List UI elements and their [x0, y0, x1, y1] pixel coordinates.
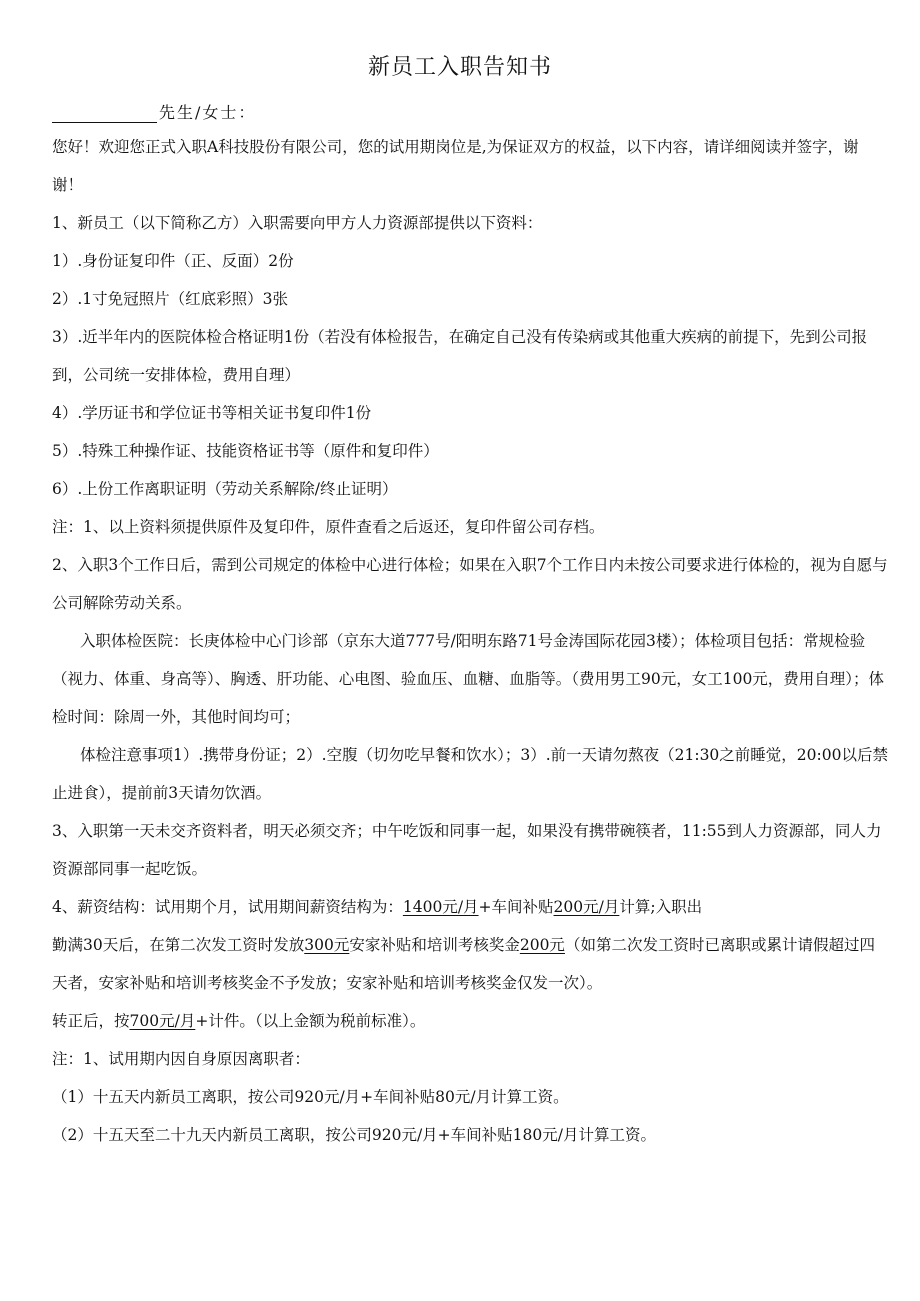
section-4-text: +车间补贴	[478, 898, 554, 916]
list-item: 1）.身份证复印件（正、反面）2份	[52, 252, 294, 270]
name-blank[interactable]	[52, 106, 157, 123]
salutation-text: 先生/女士：	[159, 103, 257, 122]
regular-text: 转正后，按	[52, 1012, 130, 1030]
section-4-text: （如第二次发工资时已离职或累计请假超过四天者，安家补贴和培训考核奖金不予发放；安家补贴和培训考核奖金仅发一次）。	[52, 936, 875, 992]
note-1: 注：1、以上资料须提供原件及复印件，原件查看之后返还，复印件留公司存档。	[52, 518, 605, 536]
regular-text: +计件。（以上金额为税前标准）。	[195, 1012, 426, 1030]
list-item: 3）.近半年内的医院体检合格证明1份（若没有体检报告，在确定自己没有传染病或其他重大疾病的前提下，先到公司报到，公司统一安排体检，费用自理）	[52, 328, 868, 384]
section-4-text: 4、薪资结构：试用期个月，试用期间薪资结构为：	[52, 898, 403, 916]
section-4-continued	[52, 926, 888, 1002]
section-4-text: 勤满30天后，在第二次发工资时发放	[52, 936, 305, 954]
list-item: 2）.1寸免冠照片（红底彩照）3张	[52, 290, 289, 308]
hospital-paragraph: 入职体检医院：长庚体检中心门诊部（京东大道777号/阳明东路71号金涛国际花园3楼）；体检项目包括：常规检验（视力、体重、身高等）、胸透、肝功能、心电图、验血压、血糖、血脂等。（费用男工90元，女工100元，费用自理）；体检时间：除周一外，其他时间均可；	[52, 632, 885, 726]
list-item: 4）.学历证书和学位证书等相关证书复印件1份	[52, 404, 372, 422]
precautions-paragraph: 体检注意事项1）.携带身份证；2）.空腹（切勿吃早餐和饮水）；3）.前一天请勿熬夜（21:30之前睡觉，20:00以后禁止进食），提前前3天请勿饮酒。	[52, 746, 888, 802]
list-item: 6）.上份工作离职证明（劳动关系解除/终止证明）	[52, 480, 398, 498]
training-bonus-value: 200元	[519, 936, 565, 954]
greeting-paragraph: 您好！欢迎您正式入职A科技股份有限公司，您的试用期岗位是,为保证双方的权益，以下内容，请详细阅读并签字，谢谢！	[52, 138, 859, 194]
salutation-line	[52, 100, 256, 123]
note-2-item: （1）十五天内新员工离职，按公司920元/月+车间补贴80元/月计算工资。	[52, 1088, 569, 1106]
note-2-heading: 注：1、试用期内因自身原因离职者：	[52, 1050, 310, 1068]
document-body	[52, 128, 888, 1154]
section-2-paragraph: 2、入职3个工作日后，需到公司规定的体检中心进行体检；如果在入职7个工作日内未按公司要求进行体检的，视为自愿与公司解除劳动关系。	[52, 556, 888, 612]
regular-salary-paragraph	[52, 1002, 888, 1040]
section-1-heading: 1、新员工（以下简称乙方）入职需要向甲方人力资源部提供以下资料：	[52, 214, 543, 232]
regular-salary-value: 700元/月	[129, 1012, 196, 1030]
base-salary-value: 1400元/月	[402, 898, 479, 916]
section-3-paragraph: 3、入职第一天未交齐资料者，明天必须交齐；中午吃饭和同事一起，如果没有携带碗筷者，11:55到人力资源部，同人力资源部同事一起吃饭。	[52, 822, 882, 878]
section-4-text: 安家补贴和培训考核奖金	[349, 936, 520, 954]
section-4-text: 计算;入职出	[619, 898, 703, 916]
list-item: 5）.特殊工种操作证、技能资格证书等（原件和复印件）	[52, 442, 439, 460]
settling-bonus-value: 300元	[304, 936, 350, 954]
section-4-paragraph	[52, 888, 888, 926]
document-title: 新员工入职告知书	[367, 55, 552, 80]
note-2-item: （2）十五天至二十九天内新员工离职，按公司920元/月+车间补贴180元/月计算工资。	[52, 1126, 656, 1144]
workshop-subsidy-value: 200元/月	[553, 898, 620, 916]
